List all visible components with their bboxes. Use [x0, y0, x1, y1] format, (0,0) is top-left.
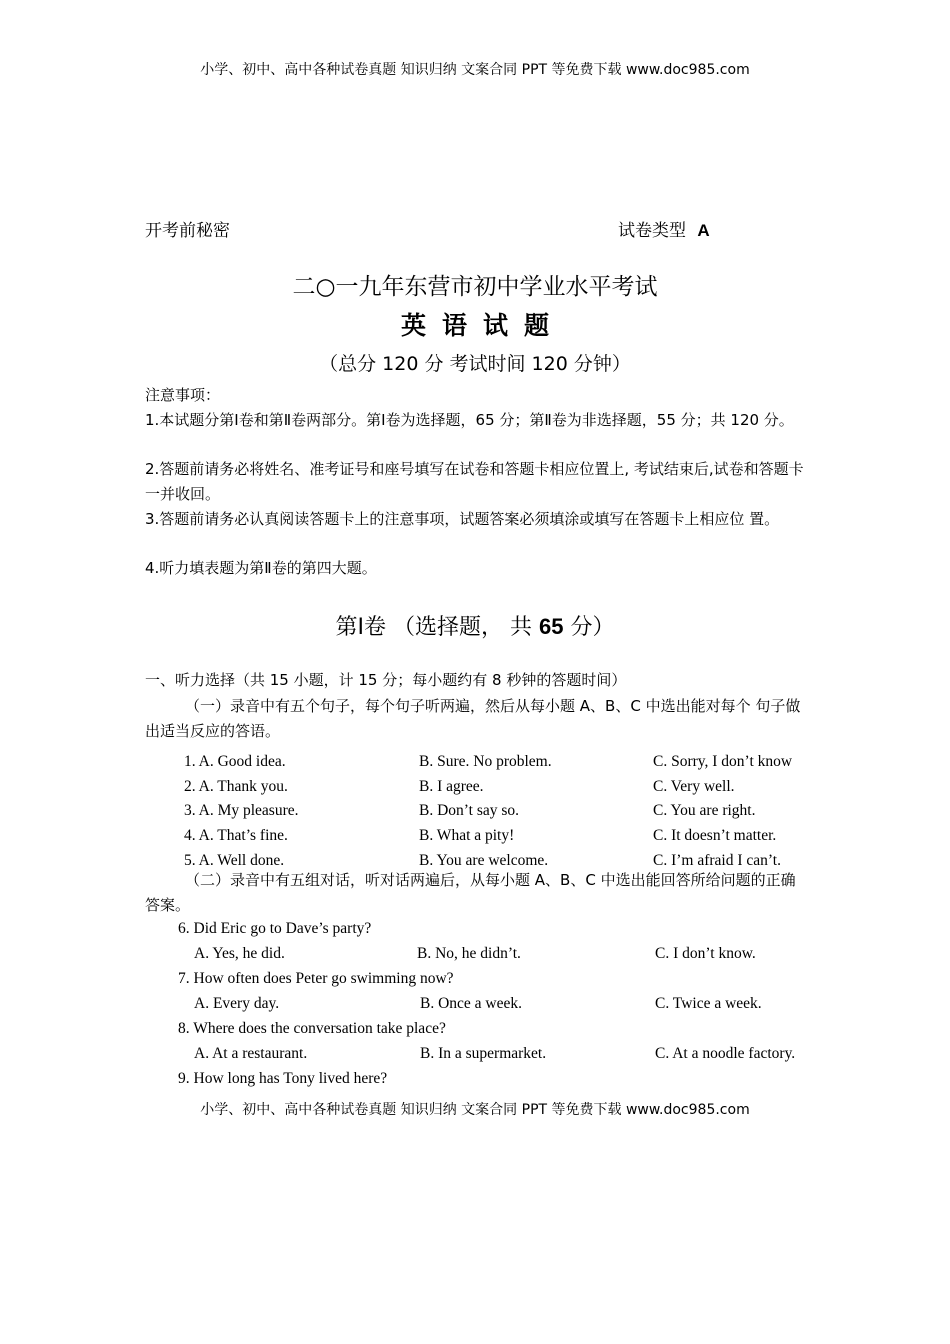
- subpart-instruction: （一）录音中有五个句子，每个句子听两遍，然后从每小题 A、B、C 中选出能对每个 句子做出适当反应的答语。: [145, 697, 801, 740]
- note-item: 1.本试题分第Ⅰ卷和第Ⅱ卷两部分。第Ⅰ卷为选择题，65 分；第Ⅱ卷为非选择题，55 分；共 120 分。: [145, 411, 794, 429]
- exam-info: （总分 120 分 考试时间 120 分钟）: [319, 353, 631, 375]
- option-c: C. It doesn’t matter.: [653, 827, 777, 844]
- note-item: 4.听力填表题为第Ⅱ卷的第四大题。: [145, 559, 377, 577]
- option-b: B. No, he didn’t.: [417, 945, 521, 962]
- option-c: C. You are right.: [653, 802, 756, 819]
- option-a: A. Yes, he did.: [194, 945, 285, 962]
- banner-bottom: 小学、初中、高中各种试卷真题 知识归纳 文案合同 PPT 等免费下载 www.doc985.com: [200, 1102, 750, 1118]
- option-b: B. I agree.: [419, 778, 484, 795]
- exam-title: 二○一九年东营市初中学业水平考试: [292, 274, 658, 300]
- option-a: 5. A. Well done.: [184, 852, 285, 869]
- option-c: C. Very well.: [653, 778, 735, 795]
- paper-type-label: 试卷类型: [618, 221, 686, 241]
- part-heading: 一、听力选择（共 15 小题，计 15 分；每小题约有 8 秒钟的答题时间）: [145, 671, 627, 689]
- notes-heading: 注意事项：: [145, 386, 221, 404]
- note-item: 2.答题前请务必将姓名、准考证号和座号填写在试卷和答题卡相应位置上, 考试结束后,试卷和答题卡一并收回。: [145, 460, 804, 503]
- subject-title: 英语试题: [400, 311, 565, 340]
- option-b: B. What a pity!: [419, 827, 515, 844]
- question-text: 9. How long has Tony lived here?: [178, 1070, 388, 1087]
- option-a: A. Every day.: [194, 995, 280, 1012]
- banner-top: 小学、初中、高中各种试卷真题 知识归纳 文案合同 PPT 等免费下载 www.doc985.com: [200, 62, 750, 78]
- option-a: 4. A. That’s fine.: [184, 827, 288, 844]
- paper-type-value: A: [697, 221, 710, 240]
- option-a: 2. A. Thank you.: [184, 778, 288, 795]
- section-suffix: 分）: [563, 615, 615, 640]
- option-b: B. Once a week.: [420, 995, 522, 1012]
- question-text: 8. Where does the conversation take place?: [178, 1020, 446, 1037]
- option-a: 3. A. My pleasure.: [184, 802, 299, 819]
- option-c: C. At a noodle factory.: [655, 1045, 796, 1062]
- question-text: 6. Did Eric go to Dave’s party?: [178, 920, 372, 937]
- confidential-label: 开考前秘密: [145, 221, 230, 241]
- option-b: B. You are welcome.: [419, 852, 549, 869]
- option-c: C. Twice a week.: [655, 995, 762, 1012]
- option-c: C. Sorry, I don’t know: [653, 753, 793, 770]
- option-c: C. I don’t know.: [655, 945, 756, 962]
- option-c: C. I’m afraid I can’t.: [653, 852, 781, 869]
- paper-type: [618, 216, 710, 241]
- option-b: B. Don’t say so.: [419, 802, 520, 819]
- section-score: 65: [538, 614, 564, 639]
- option-a: A. At a restaurant.: [194, 1045, 308, 1062]
- note-item: 3.答题前请务必认真阅读答题卡上的注意事项，试题答案必须填涂或填写在答题卡上相应位 置。: [145, 510, 780, 528]
- option-a: 1. A. Good idea.: [184, 753, 286, 770]
- option-b: B. In a supermarket.: [420, 1045, 547, 1062]
- section-prefix: 第Ⅰ卷 （选择题， 共: [335, 615, 539, 640]
- question-text: 7. How often does Peter go swimming now?: [178, 970, 454, 987]
- option-b: B. Sure. No problem.: [419, 753, 552, 770]
- subpart-instruction: （二）录音中有五组对话，听对话两遍后，从每小题 A、B、C 中选出能回答所给问题的正确答案。: [145, 871, 796, 914]
- section-heading: [0, 610, 950, 641]
